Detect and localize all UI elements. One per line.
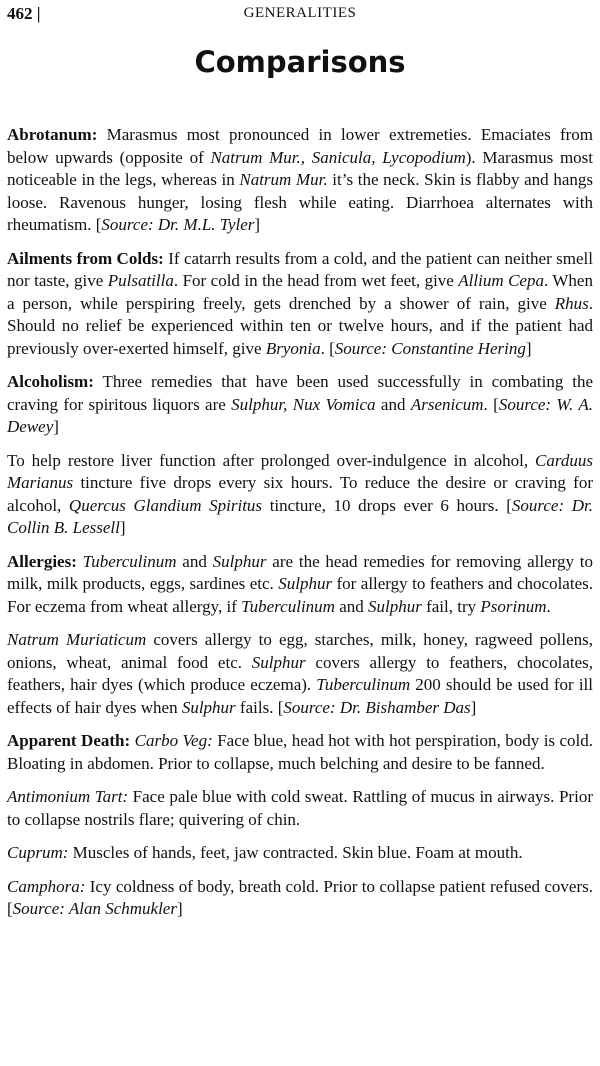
italic-text: Rhus (554, 293, 589, 313)
italic-text: Source: W. A. Dewey (7, 394, 593, 436)
text-run: Marasmus most pronounced in lower extremeties. Emaciates from below upwards (opposite of (7, 125, 593, 167)
text-run: are the head remedies for removing allergy to milk, milk products, eggs, sardines etc. (7, 551, 594, 593)
text-run: ). Marasmus most noticeable in the legs, whereas in (7, 147, 594, 189)
text-run: Muscles of hands, feet, jaw contracted. Skin blue. Foam at mouth. (68, 843, 523, 862)
text-run: ] (119, 518, 126, 537)
paragraph (7, 450, 593, 540)
text-run: Face blue, head hot with hot perspiration, body is cold. Bloating in abdomen. Prior to collapse, much belching and desire to be fanned. (7, 731, 594, 773)
paragraph (7, 124, 593, 237)
paragraph (7, 876, 593, 921)
text-run: . [ (483, 394, 499, 414)
italic-text: Sulphur (181, 697, 236, 717)
italic-text: Carbo Veg: (134, 731, 213, 750)
paragraph (7, 629, 593, 719)
text-run: 200 should be used for ill effects of hair dyes when (7, 675, 593, 717)
page-header (7, 0, 593, 26)
italic-text: Source: Dr. Bishamber Das (283, 697, 471, 717)
text-run: . Should no relief be experienced within ten or twelve hours, and if the patient had previously over-exerted himself, give (7, 293, 593, 358)
running-head: GENERALITIES (243, 5, 357, 21)
italic-text: Camphora: (7, 876, 86, 896)
italic-text: Pulsatilla (107, 271, 174, 290)
text-run: ] (525, 338, 532, 358)
text-run: and (375, 394, 411, 414)
text-run: and (176, 551, 213, 571)
italic-text: Sulphur, Nux Vomica (231, 394, 376, 414)
paragraph (7, 371, 593, 439)
text-run: tincture five drops every six hours. To reduce the desire or craving for alcohol, (7, 473, 593, 515)
italic-text: Tuberculinum (82, 551, 177, 571)
italic-text: Carduus Marianus (7, 450, 593, 492)
page-title: Comparisons (194, 45, 406, 79)
italic-text: Sulphur (212, 551, 267, 571)
entry-heading: Allergies: (7, 551, 77, 571)
text-run: it’s the neck. Skin is flabby and hangs loose. Ravenous hunger, losing flesh while eating. Diarrhoea alternates with rheumatism. [ (7, 170, 593, 234)
text-run: covers allergy to egg, starches, milk, honey, ragweed pollens, onions, wheat, animal food etc. (7, 630, 593, 672)
italic-text: Sulphur (278, 574, 333, 593)
paragraph (7, 248, 593, 361)
italic-text: Natrum Muriaticum (7, 630, 147, 649)
italic-text: Tuberculinum (316, 675, 411, 694)
text-run: . For cold in the head from wet feet, give (173, 271, 459, 290)
text-run: ] (254, 215, 261, 234)
paragraph (7, 842, 593, 865)
text-run: . [ (320, 338, 335, 358)
text-run: fail, try (421, 596, 481, 616)
italic-text: Source: Alan Schmukler (12, 899, 177, 918)
paragraph (7, 730, 593, 775)
text-run: ] (470, 697, 477, 717)
italic-text: Source: Dr. Collin B. Lessell (7, 495, 594, 537)
italic-text: Sulphur (251, 652, 306, 672)
entry-heading: Alcoholism: (7, 372, 94, 391)
text-run: for allergy to feathers and chocolates. For eczema from wheat allergy, if (7, 574, 593, 616)
paragraph (7, 551, 593, 619)
entry-heading: Abrotanum: (7, 125, 98, 144)
italic-text: Arsenicum (410, 394, 484, 414)
italic-text: Psorinum (480, 596, 547, 616)
text-run: covers allergy to feathers, chocolates, feathers, hair dyes (which produce eczema). (7, 652, 593, 694)
text-run: . When a person, while perspiring freely, gets drenched by a shower of rain, give (7, 271, 593, 313)
page-number: 462 | (7, 4, 41, 23)
text-run: . (546, 596, 551, 616)
italic-text: Allium Cepa (458, 271, 544, 290)
italic-text: Natrum Mur., Sanicula, Lycopodium (210, 147, 466, 167)
entry-heading: Apparent Death: (7, 731, 131, 750)
text-run: fails. [ (235, 697, 284, 717)
entry-heading: Ailments from Colds: (7, 248, 164, 268)
italic-text: Sulphur (368, 596, 422, 616)
book-page (7, 0, 593, 932)
body-text (7, 124, 593, 921)
text-run: If catarrh results from a cold, and the patient can neither smell nor taste, give (7, 248, 593, 290)
italic-text: Bryonia (265, 338, 321, 358)
italic-text: Cuprum: (7, 843, 69, 862)
italic-text: Quercus Glandium Spiritus (68, 495, 263, 515)
italic-text: Natrum Mur. (239, 170, 328, 189)
text-run: Face pale blue with cold sweat. Rattling of mucus in airways. Prior to collapse nostrils flare; quivering of chin. (7, 787, 593, 829)
text-run: tincture, 10 drops ever 6 hours. [ (262, 495, 512, 515)
text-run: Icy coldness of body, breath cold. Prior to collapse patient refused covers. [ (7, 876, 593, 918)
text-run: and (334, 596, 368, 616)
italic-text: Antimonium Tart: (7, 787, 129, 806)
text-run: To help restore liver function after prolonged over-indulgence in alcohol, (7, 450, 536, 470)
text-run: ] (176, 899, 183, 918)
paragraph (7, 786, 593, 831)
italic-text: Source: Dr. M.L. Tyler (101, 215, 255, 234)
italic-text: Source: Constantine Hering (334, 338, 526, 358)
text-run: ] (53, 417, 59, 436)
italic-text: Tuberculinum (241, 596, 335, 616)
text-run: Three remedies that have been used successfully in combating the craving for spiritous liquors are (7, 372, 593, 414)
